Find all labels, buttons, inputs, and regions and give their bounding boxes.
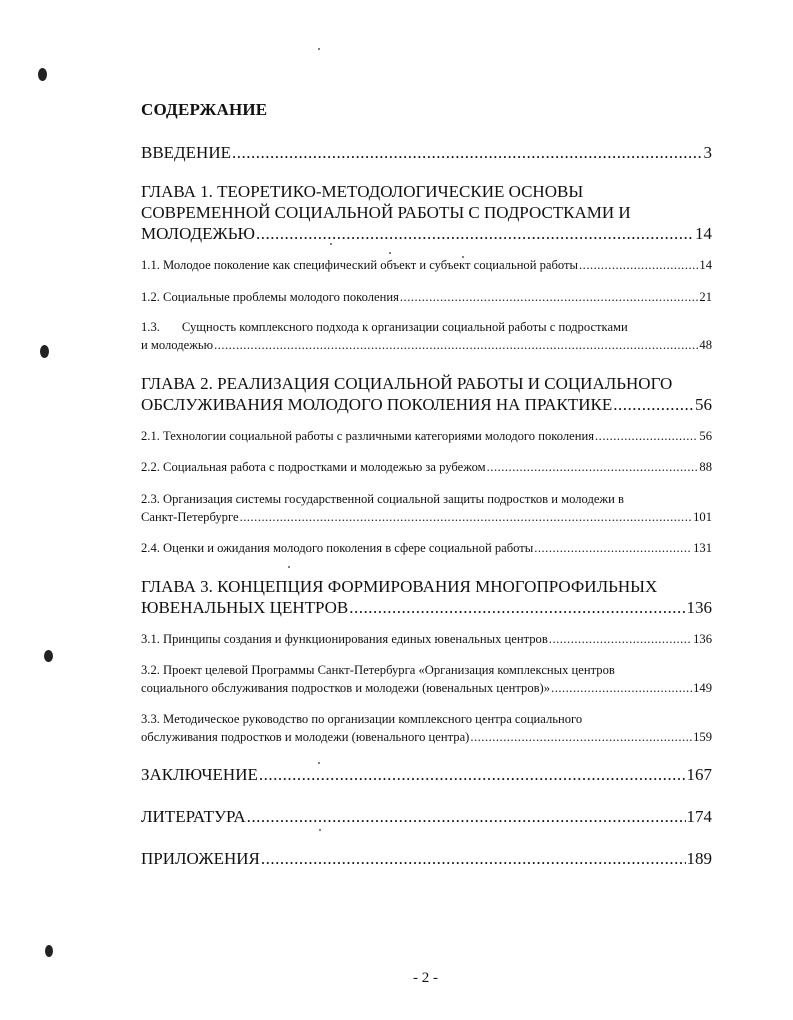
toc-page-number: 101 — [693, 510, 712, 524]
toc-entry-label: 2.1. Технологии социальной работы с различными категориями молодого поколения — [141, 429, 595, 443]
chapter-title-line: ЮВЕНАЛЬНЫХ ЦЕНТРОВ — [141, 598, 349, 617]
toc-section-3-1[interactable] — [141, 630, 712, 648]
dot-leader — [470, 728, 692, 746]
toc-section-2-1[interactable] — [141, 427, 712, 445]
toc-page-number: 136 — [686, 598, 712, 617]
dot-leader — [232, 142, 703, 163]
toc-entry-intro[interactable] — [141, 142, 712, 163]
toc-section-3-3[interactable] — [141, 710, 712, 746]
toc-entry-label: ПРИЛОЖЕНИЯ — [141, 849, 260, 868]
toc-entry-label: Сущность комплексного подхода к организации социальной работы с подростками — [181, 320, 628, 334]
dot-leader — [247, 806, 686, 827]
toc-entry-label: социального обслуживания подростков и молодежи (ювенальных центров)» — [141, 681, 551, 695]
toc-page-number: 14 — [695, 224, 712, 243]
toc-entry-label: ВВЕДЕНИЕ — [141, 143, 231, 162]
toc-entry-label: Санкт-Петербурге — [141, 510, 239, 524]
toc-page-number: 88 — [699, 460, 712, 474]
toc-entry-label: ЛИТЕРАТУРА — [141, 807, 246, 826]
toc-page-number: 56 — [695, 395, 712, 414]
chapter-title-line: ГЛАВА 3. КОНЦЕПЦИЯ ФОРМИРОВАНИЯ МНОГОПРОФИЛЬНЫХ — [141, 577, 658, 596]
toc-chapter-2[interactable] — [141, 373, 712, 415]
toc-section-1-3[interactable] — [141, 318, 712, 354]
toc-section-1-2[interactable] — [141, 288, 712, 306]
scan-speck — [288, 566, 290, 568]
toc-section-2-4[interactable] — [141, 539, 712, 557]
chapter-title-line: ГЛАВА 2. РЕАЛИЗАЦИЯ СОЦИАЛЬНОЙ РАБОТЫ И СОЦИАЛЬНОГО — [141, 374, 673, 393]
dot-leader — [551, 679, 692, 697]
toc-entry-label: 3.1. Принципы создания и функционирования единых ювенальных центров — [141, 632, 548, 646]
dot-leader — [259, 764, 686, 785]
toc-entry-label: ЗАКЛЮЧЕНИЕ — [141, 765, 258, 784]
scan-mark — [44, 650, 53, 662]
toc-entry-label: 1.2. Социальные проблемы молодого поколения — [141, 290, 399, 304]
scan-speck — [319, 829, 321, 831]
toc-entry-literature[interactable] — [141, 806, 712, 827]
scan-speck — [389, 252, 391, 254]
scan-mark — [45, 945, 53, 957]
dot-leader — [487, 458, 699, 476]
toc-section-2-3[interactable] — [141, 490, 712, 526]
dot-leader — [256, 223, 694, 244]
scan-speck — [318, 48, 320, 50]
dot-leader — [349, 597, 685, 618]
toc-chapter-1[interactable] — [141, 181, 712, 244]
toc-section-1-1[interactable] — [141, 256, 712, 274]
toc-page-number: 48 — [699, 338, 712, 352]
toc-entry-label: обслуживания подростков и молодежи (ювенального центра) — [141, 730, 470, 744]
scan-mark — [38, 68, 47, 81]
toc-chapter-3[interactable] — [141, 576, 712, 618]
toc-page-number: 174 — [686, 807, 712, 826]
toc-section-3-2[interactable] — [141, 661, 712, 697]
dot-leader — [613, 394, 694, 415]
toc-page-number: 3 — [703, 143, 712, 162]
section-number: 1.3. — [141, 320, 160, 334]
dot-leader — [261, 848, 686, 869]
toc-page-number: 189 — [686, 849, 712, 868]
dot-leader — [240, 508, 693, 526]
scan-mark — [40, 345, 49, 358]
dot-leader — [595, 427, 698, 445]
toc-entry-line — [141, 318, 712, 336]
toc-page-number: 21 — [699, 290, 712, 304]
chapter-title-line: ГЛАВА 1. ТЕОРЕТИКО-МЕТОДОЛОГИЧЕСКИЕ ОСНОВЫ — [141, 182, 584, 201]
page-title: СОДЕРЖАНИЕ — [141, 100, 268, 119]
toc-page-number: 136 — [693, 632, 712, 646]
toc-page-number: 167 — [686, 765, 712, 784]
dot-leader — [549, 630, 692, 648]
toc-entry-conclusion[interactable] — [141, 764, 712, 785]
toc-entry-label: и молодежью — [141, 338, 214, 352]
chapter-title-line: СОВРЕМЕННОЙ СОЦИАЛЬНОЙ РАБОТЫ С ПОДРОСТКАМИ И — [141, 203, 631, 222]
chapter-title-line: МОЛОДЕЖЬЮ — [141, 224, 255, 243]
dot-leader — [400, 288, 699, 306]
dot-leader — [214, 336, 698, 354]
toc-entry-label: 2.3. Организация системы государственной социальной защиты подростков и молодежи в — [141, 492, 624, 506]
toc-section-2-2[interactable] — [141, 458, 712, 476]
toc-page-number: 131 — [693, 541, 712, 555]
dot-leader — [534, 539, 692, 557]
toc-page-number: 56 — [699, 429, 712, 443]
page-number: - 2 - — [413, 970, 438, 986]
toc-entry-label: 3.2. Проект целевой Программы Санкт-Петербурга «Организация комплексных центров — [141, 663, 615, 677]
toc-entry-label: 2.4. Оценки и ожидания молодого поколения в сфере социальной работы — [141, 541, 534, 555]
toc-entry-appendices[interactable] — [141, 848, 712, 869]
dot-leader — [579, 256, 698, 274]
toc-entry-label: 3.3. Методическое руководство по организации комплексного центра социального — [141, 712, 583, 726]
toc-page-number: 14 — [699, 258, 712, 272]
toc-entry-label: 2.2. Социальная работа с подростками и молодежью за рубежом — [141, 460, 486, 474]
toc-entry-label: 1.1. Молодое поколение как специфический объект и субъект социальной работы — [141, 258, 579, 272]
chapter-title-line: ОБСЛУЖИВАНИЯ МОЛОДОГО ПОКОЛЕНИЯ НА ПРАКТИКЕ — [141, 395, 613, 414]
toc-page-number: 159 — [693, 730, 712, 744]
toc-page-number: 149 — [693, 681, 712, 695]
